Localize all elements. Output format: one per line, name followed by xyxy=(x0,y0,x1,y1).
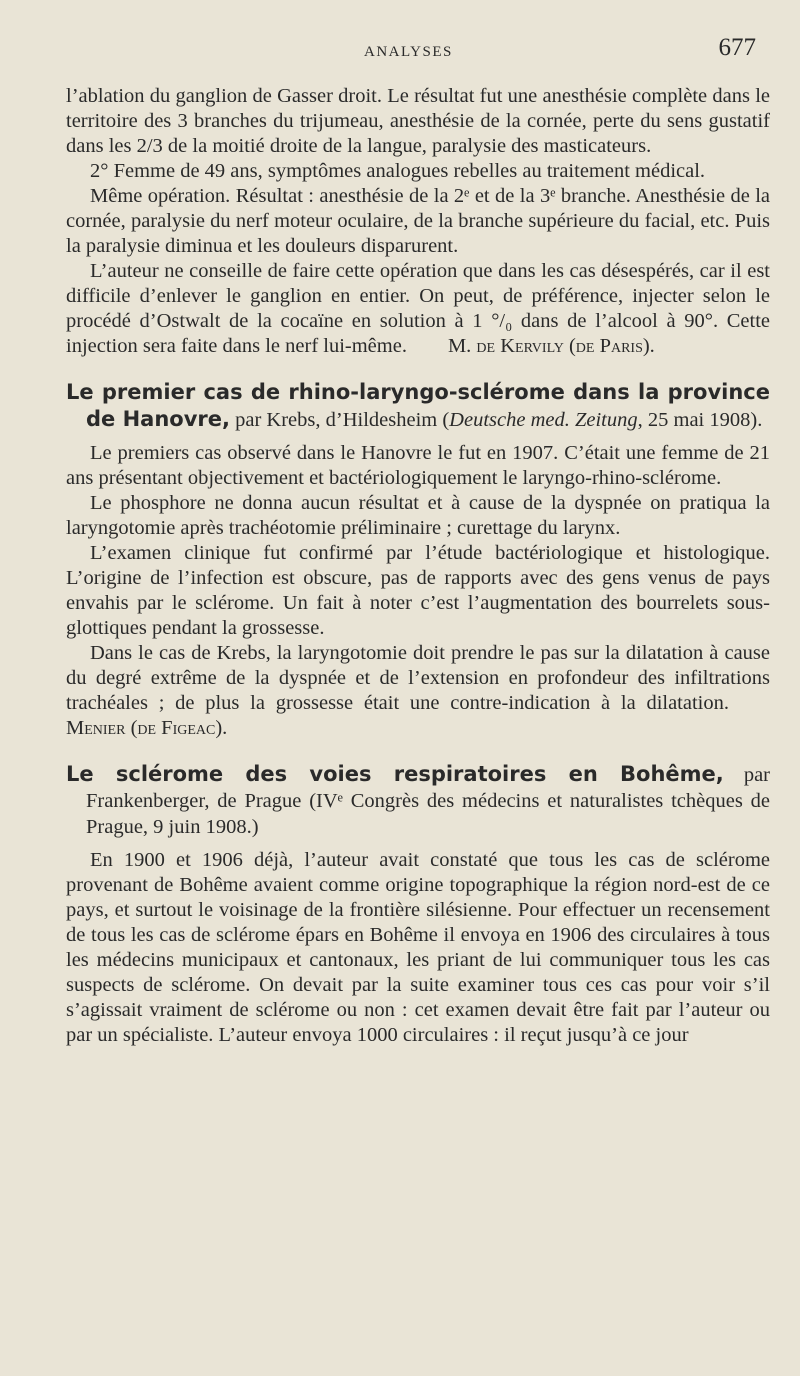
paragraph: 2° Femme de 49 ans, symptômes analogues rebelles au traitement médical. xyxy=(90,160,706,182)
paragraph xyxy=(66,641,770,741)
article-rhino-laryngo-sclerome xyxy=(66,379,770,741)
article-byline: par Krebs, d’Hildesheim ( xyxy=(235,409,450,431)
running-title: ANALYSES xyxy=(364,44,453,60)
paragraph-text: L’auteur ne conseille de faire cette opération que dans les cas désespérés, car il est difficile d’enlever le ganglion en entier. On peut, de préférence, injecter selon le procédé d’Ostwalt de la cocaïne en solution à 1 °/₀ dans de l’alcool à 90°. Cette injection sera faite dans le nerf lui-même. xyxy=(66,260,770,357)
paragraph: Le phosphore ne donna aucun résultat et à cause de la dyspnée on pratiqua la laryngotomie après trachéotomie préliminaire ; curettage du larynx. xyxy=(66,492,770,539)
article-title: Le sclérome des voies respiratoires en Bohême, xyxy=(66,762,724,786)
article-title: Le premier cas de rhino-laryngo-sclérome dans la province de Hanovre, xyxy=(66,380,770,431)
paragraph: L’examen clinique fut confirmé par l’étude bactériologique et histologique. L’origine de l’infection est obscure, pas de rapports avec des gens venus de pays envahis par le sclérome. Un fait à noter c’est l’augmentation des bourrelets sous-glottiques pendant la grossesse. xyxy=(66,542,770,639)
author-signature: Menier (de Figeac). xyxy=(66,717,228,739)
paragraph: En 1900 et 1906 déjà, l’auteur avait constaté que tous les cas de sclérome provenant de Bohême avaient comme origine topographique la région nord-est de ce pays, et surtout le voisinage de la frontière silésienne. Pour effectuer un recensement de tous les cas de sclérome épars en Bohême il envoya en 1906 des circulaires à tous les médecins municipaux et cantonaux, les priant de lui communiquer tous les cas suspects de sclérome. On devait par la suite examiner tous ces cas pour voir s’il s’agissait vraiment de sclérome ou non : cet examen devait être fait par l’auteur ou par un spécialiste. L’auteur envoya 1000 circulaires : il reçut jusqu’à ce jour xyxy=(66,849,770,1046)
paragraph-text: Dans le cas de Krebs, la laryngotomie doit prendre le pas sur la dilatation à cause du degré extrême de la dyspnée et de l’extension en profondeur des infiltrations trachéales ; de plus la grossesse était une contre-indication à la dilatation. xyxy=(66,642,770,714)
running-head xyxy=(66,32,770,68)
journal-name: Deutsche med. Zeitung xyxy=(449,409,638,431)
paragraph: Le premiers cas observé dans le Hanovre le fut en 1907. C’était une femme de 21 ans présentant objectivement et bactériologiquement le laryngo-rhino-sclérome. xyxy=(66,442,770,489)
article-continued xyxy=(66,84,770,359)
article-byline: par Frankenberger, de Prague (IVᵉ Congrès des médecins et naturalistes tchèques de Prague, 9 juin 1908.) xyxy=(86,764,770,838)
paragraph: Même opération. Résultat : anesthésie de la 2ᵉ et de la 3ᵉ branche. Anesthésie de la cornée, paralysie du nerf moteur oculaire, de la branche supérieure du facial, etc. Puis la paralysie diminua et les douleurs disparurent. xyxy=(66,185,770,257)
publication-date: , 25 mai 1908). xyxy=(637,409,763,431)
author-signature: M. de Kervily (de Paris). xyxy=(447,335,655,357)
page-number: 677 xyxy=(718,34,756,61)
paragraph xyxy=(66,259,770,359)
paragraph: l’ablation du ganglion de Gasser droit. Le résultat fut une anesthésie complète dans le territoire des 3 branches du trijumeau, anesthésie de la cornée, perte du sens gustatif dans les 2/3 de la moitié droite de la langue, paralysie des masticateurs. xyxy=(66,85,770,157)
article-heading xyxy=(66,379,770,433)
article-heading xyxy=(66,761,770,840)
article-sclerome-boheme xyxy=(66,761,770,1048)
